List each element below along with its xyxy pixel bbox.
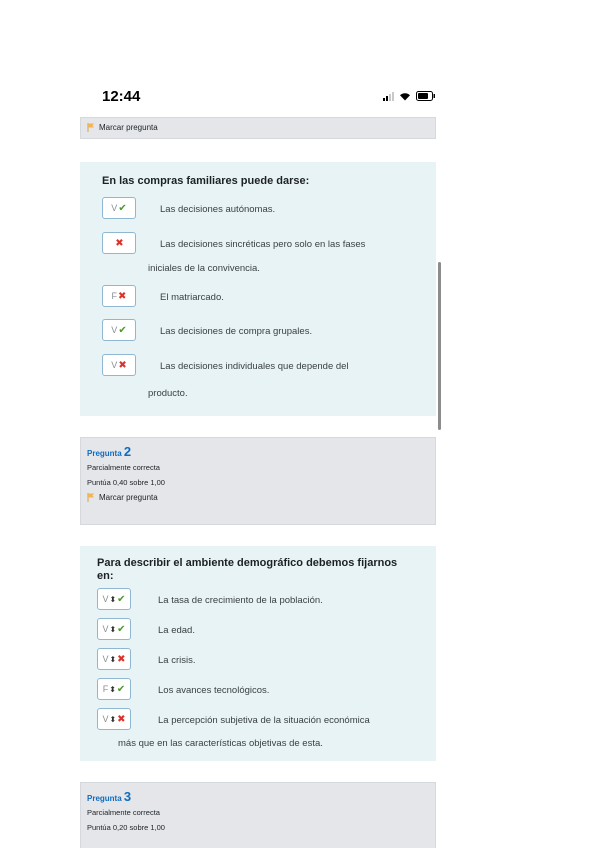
- question3-score: Puntúa 0,20 sobre 1,00: [87, 823, 165, 832]
- question1-content: [80, 162, 436, 416]
- correct-check-icon: ✔: [118, 324, 127, 336]
- answer-value: F: [111, 291, 118, 301]
- incorrect-cross-icon: ✖: [117, 713, 126, 725]
- scrollbar[interactable]: [438, 262, 441, 430]
- correct-check-icon: ✔: [116, 683, 126, 695]
- option-text-5-cont: más que en las características objetivas de esta.: [118, 738, 323, 749]
- question2-text: Para describir el ambiente demográfico debemos fijarnos: [97, 557, 398, 569]
- answer-select-4[interactable]: [102, 319, 136, 341]
- answer-value: V: [111, 360, 118, 370]
- option-text-5-cont: producto.: [148, 388, 188, 399]
- option-text-3: La crisis.: [158, 655, 196, 666]
- caret-icon: ⬍: [109, 594, 117, 604]
- question2-number: Pregunta 2: [87, 444, 132, 459]
- incorrect-cross-icon: ✖: [118, 290, 127, 302]
- question2-text-cont: en:: [97, 570, 114, 582]
- answer-select-1[interactable]: [102, 197, 136, 219]
- question3-info: [80, 782, 436, 848]
- signal-icon: [383, 92, 394, 101]
- flag-question-link[interactable]: [87, 493, 429, 502]
- option-text-2-cont: iniciales de la convivencia.: [148, 263, 260, 274]
- battery-icon: [416, 91, 436, 101]
- incorrect-cross-icon: ✖: [117, 653, 126, 665]
- flag-question-link[interactable]: [87, 123, 429, 132]
- question3-status: Parcialmente correcta: [87, 808, 160, 817]
- answer-select-1[interactable]: [97, 588, 131, 610]
- option-text-5: Las decisiones individuales que depende del: [160, 361, 349, 372]
- question2-score: Puntúa 0,40 sobre 1,00: [87, 478, 165, 487]
- status-bar: [80, 88, 436, 108]
- answer-value: F: [102, 684, 109, 694]
- answer-value: V: [102, 594, 109, 604]
- option-text-1: Las decisiones autónomas.: [160, 204, 276, 215]
- answer-value: V: [111, 203, 118, 213]
- question2-content: [80, 546, 436, 761]
- answer-select-2[interactable]: [102, 232, 136, 254]
- correct-check-icon: ✔: [117, 623, 126, 635]
- incorrect-cross-icon: ✖: [115, 237, 124, 249]
- flag-label: Marcar pregunta: [99, 123, 158, 132]
- answer-select-5[interactable]: [102, 354, 136, 376]
- caret-icon: ⬍: [109, 714, 117, 724]
- wifi-icon: [399, 92, 411, 101]
- option-text-3: El matriarcado.: [160, 292, 224, 303]
- question3-number: Pregunta 3: [87, 789, 132, 804]
- correct-check-icon: ✔: [118, 202, 127, 214]
- flag-label: Marcar pregunta: [99, 493, 158, 502]
- option-text-2: La edad.: [158, 625, 195, 636]
- status-icons: [383, 91, 436, 101]
- question1-text: En las compras familiares puede darse:: [102, 175, 310, 187]
- answer-select-4[interactable]: [97, 678, 131, 700]
- answer-select-5[interactable]: [97, 708, 131, 730]
- incorrect-cross-icon: ✖: [118, 359, 127, 371]
- caret-icon: ⬍: [109, 684, 116, 694]
- option-text-2: Las decisiones sincréticas pero solo en las fases: [160, 239, 366, 250]
- caret-icon: ⬍: [109, 624, 117, 634]
- option-text-5: La percepción subjetiva de la situación económica: [158, 715, 370, 726]
- question2-status: Parcialmente correcta: [87, 463, 160, 472]
- answer-value: V: [102, 714, 109, 724]
- question1-flag-bar: [80, 117, 436, 139]
- status-time: 12:44: [102, 88, 141, 105]
- answer-select-2[interactable]: [97, 618, 131, 640]
- option-text-1: La tasa de crecimiento de la población.: [158, 595, 323, 606]
- option-text-4: Las decisiones de compra grupales.: [160, 326, 313, 337]
- answer-select-3[interactable]: [102, 285, 136, 307]
- flag-icon: [87, 123, 95, 132]
- caret-icon: ⬍: [109, 654, 117, 664]
- answer-value: V: [102, 654, 109, 664]
- answer-value: V: [111, 325, 118, 335]
- answer-select-3[interactable]: [97, 648, 131, 670]
- option-text-4: Los avances tecnológicos.: [158, 685, 270, 696]
- flag-icon: [87, 493, 95, 502]
- question2-info: [80, 437, 436, 525]
- answer-value: V: [102, 624, 109, 634]
- correct-check-icon: ✔: [117, 593, 126, 605]
